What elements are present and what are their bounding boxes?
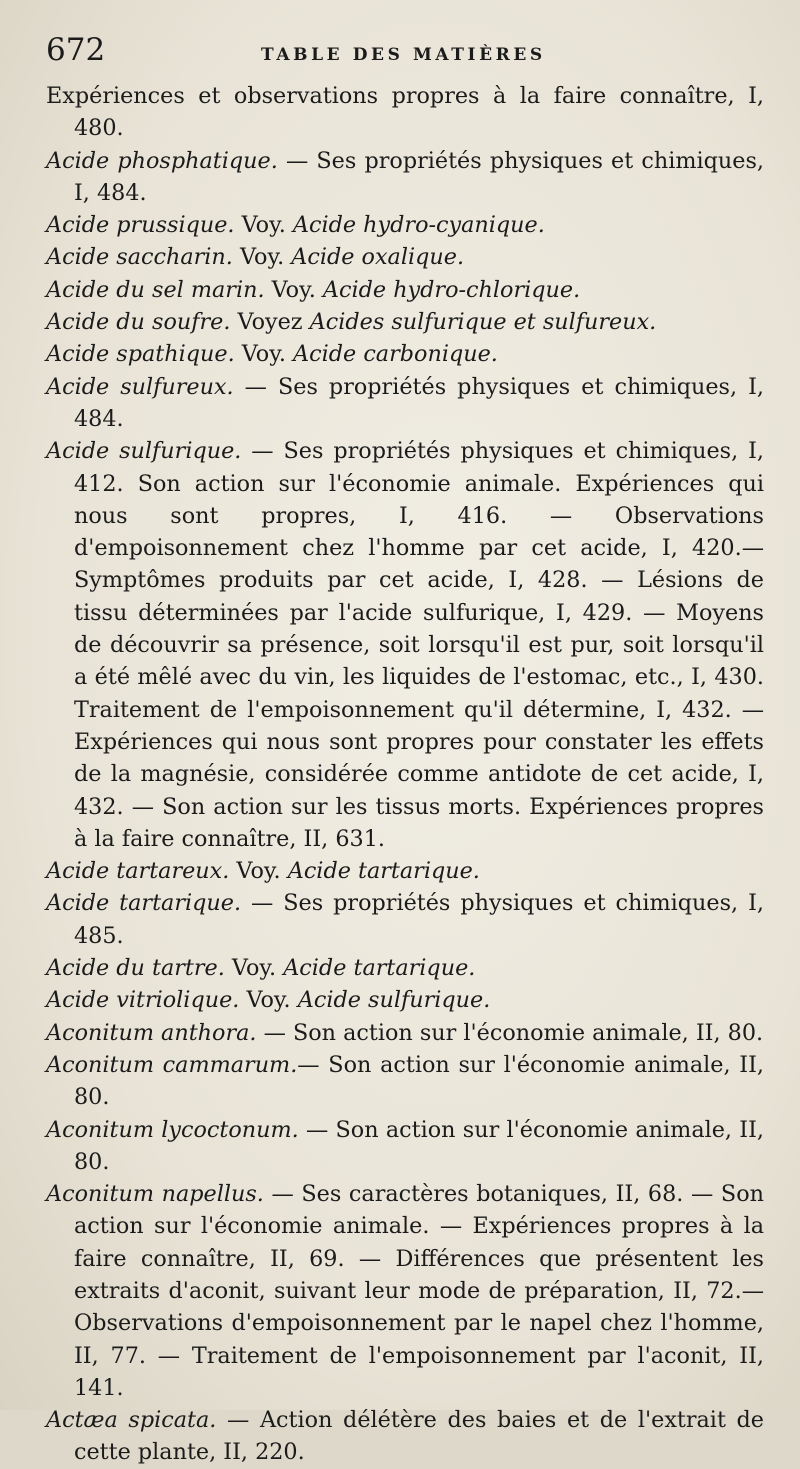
entry-headword: Acide du soufre. [46, 309, 231, 336]
entry-cross-reference: Acide sulfurique. [297, 987, 491, 1014]
entry-headword: Aconitum lycoctonum. [46, 1116, 299, 1143]
index-entry: Acide saccharin. Voy. Acide oxalique. [46, 244, 465, 271]
entry-headword: Acide sulfurique. [46, 438, 242, 465]
entry-headword: Acide tartareux. [46, 858, 230, 885]
entry-cross-reference: Acides sulfurique et sulfureux. [309, 309, 657, 336]
index-entry: Acide du sel marin. Voy. Acide hydro-chlorique. [46, 276, 581, 303]
running-title: TABLE DES MATIÈRES [261, 45, 546, 65]
page-number: 672 [46, 32, 106, 68]
entry-headword: Acide tartarique. [46, 890, 242, 917]
index-entries [46, 80, 764, 1469]
entry-cross-reference: Acide oxalique. [291, 244, 465, 271]
index-entry: Acide spathique. Voy. Acide carbonique. [46, 341, 498, 368]
entry-headword: Acide vitriolique. [46, 987, 240, 1014]
index-entry: Aconitum napellus. — Ses caractères botaniques, II, 68. — Son action sur l'économie animale. — Expériences propres à la faire connaître, II, 69. — Différences que présentent les extraits d'aconit, suivant leur mode de préparation, II, 72.— Observations d'empoisonnement par le napel chez l'homme, II, 77. — Traitement de l'empoisonnement par l'aconit, II, 141. [46, 1181, 764, 1401]
index-entry: Acide tartareux. Voy. Acide tartarique. [46, 858, 480, 885]
entry-headword: Acide sulfureux. [46, 373, 234, 400]
entry-headword: Acide du tartre. [46, 955, 225, 982]
entry-headword: Acide saccharin. [46, 244, 233, 271]
index-entry: Acide du soufre. Voyez Acides sulfurique et sulfureux. [46, 309, 657, 336]
entry-headword: Aconitum napellus. [46, 1181, 264, 1208]
entry-headword: Acide spathique. [46, 341, 235, 368]
index-entry: Acide tartarique. — Ses propriétés physiques et chimiques, I, 485. [46, 890, 764, 949]
entry-headword: Acide du sel marin. [46, 276, 265, 303]
entry-headword: Acide prussique. [46, 212, 235, 239]
entry-cross-reference: Acide tartarique. [283, 955, 476, 982]
index-entry: Acide du tartre. Voy. Acide tartarique. [46, 955, 476, 982]
index-entry: Acide phosphatique. — Ses propriétés physiques et chimiques, I, 484. [46, 147, 764, 206]
index-entry: Aconitum lycoctonum. — Son action sur l'économie animale, II, 80. [46, 1116, 764, 1175]
entry-headword: Aconitum anthora. [46, 1019, 257, 1046]
entry-headword: Actæa spicata. [46, 1407, 217, 1434]
index-entry: Acide sulfureux. — Ses propriétés physiques et chimiques, I, 484. [46, 373, 764, 432]
index-entry: Acide sulfurique. — Ses propriétés physiques et chimiques, I, 412. Son action sur l'économie animale. Expériences qui nous sont propres, I, 416. — Observations d'empoisonnement chez l'homme par cet acide, I, 420.—Symptômes produits par cet acide, I, 428. — Lésions de tissu déterminées par l'acide sulfurique, I, 429. — Moyens de découvrir sa présence, soit lorsqu'il est pur, soit lorsqu'il a été mêlé avec du vin, les liquides de l'estomac, etc., I, 430. Traitement de l'empoisonnement qu'il détermine, I, 432. — Expériences qui nous sont propres pour constater les effets de la magnésie, considérée comme antidote de cet acide, I, 432. — Son action sur les tissus morts. Expériences propres à la faire connaître, II, 631. [46, 438, 764, 852]
entry-headword: Aconitum cammarum. [46, 1051, 298, 1078]
entry-headword: Acide phosphatique. [46, 147, 278, 174]
index-entry: Acide vitriolique. Voy. Acide sulfurique. [46, 987, 491, 1014]
entry-cross-reference: Acide hydro-chlorique. [322, 276, 581, 303]
index-entry: Acide prussique. Voy. Acide hydro-cyanique. [46, 212, 545, 239]
entry-cross-reference: Acide hydro-cyanique. [292, 212, 545, 239]
entry-cross-reference: Acide carbonique. [293, 341, 498, 368]
page-header [46, 32, 764, 78]
index-entry: Aconitum cammarum.— Son action sur l'économie animale, II, 80. [46, 1051, 764, 1111]
entry-cross-reference: Acide tartarique. [287, 858, 480, 885]
index-entry: Actæa spicata. — Action délétère des baies et de l'extrait de cette plante, II, 220. [46, 1407, 764, 1466]
index-entry: Aconitum anthora. — Son action sur l'économie animale, II, 80. [46, 1019, 764, 1046]
index-entry: Expériences et observations propres à la faire connaître, I, 480. [46, 83, 764, 142]
